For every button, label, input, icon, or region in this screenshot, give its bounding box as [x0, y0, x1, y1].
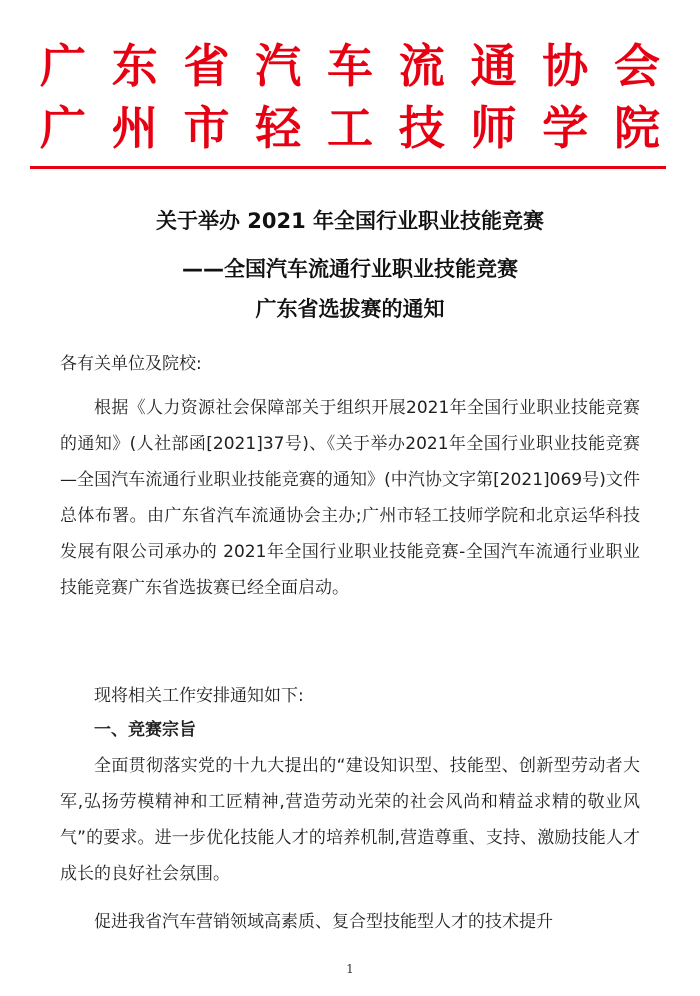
notice-title-line-2: ——全国汽车流通行业职业技能竞赛	[182, 257, 518, 281]
header-org-2: 广州市轻工技师学院	[40, 101, 660, 155]
paragraph-promotion: 促进我省汽车营销领域高素质、复合型技能型人才的技术提升	[94, 912, 553, 932]
notice-title-line-1: 关于举办 2021 年全国行业职业技能竞赛	[155, 209, 545, 233]
header-org-1: 广东省汽车流通协会	[40, 39, 660, 93]
paragraph-basis: 根据《人力资源社会保障部关于组织开展2021年全国行业职业技能竞赛的通知》(人社部函[2021]37号)、《关于举办2021年全国行业职业技能竞赛—全国汽车流通行业职业技能竞赛的通知》(中汽协文字第[2021]069号)文件总体布署。由广东省汽车流通协会主办;广州市轻工技师学院和北京运华科技发展有限公司承办的 2021年全国行业职业技能竞赛-全国汽车流通行业职业技能竞赛广东省选拔赛已经全面启动。	[60, 398, 640, 598]
paragraph-purpose: 全面贯彻落实党的十九大提出的“建设知识型、技能型、创新型劳动者大军,弘扬劳模精神和工匠精神,营造劳动光荣的社会风尚和精益求精的敬业风气”的要求。进一步优化技能人才的培养机制,营造尊重、支持、激励技能人才成长的良好社会氛围。	[60, 756, 640, 884]
salutation: 各有关单位及院校:	[60, 354, 202, 374]
header-divider	[30, 166, 666, 169]
notice-title-line-3: 广东省选拔赛的通知	[255, 297, 445, 321]
paragraph-arrangement: 现将相关工作安排通知如下:	[94, 686, 304, 706]
page-number: 1	[346, 962, 354, 976]
section-heading-purpose: 一、竞赛宗旨	[94, 720, 196, 740]
